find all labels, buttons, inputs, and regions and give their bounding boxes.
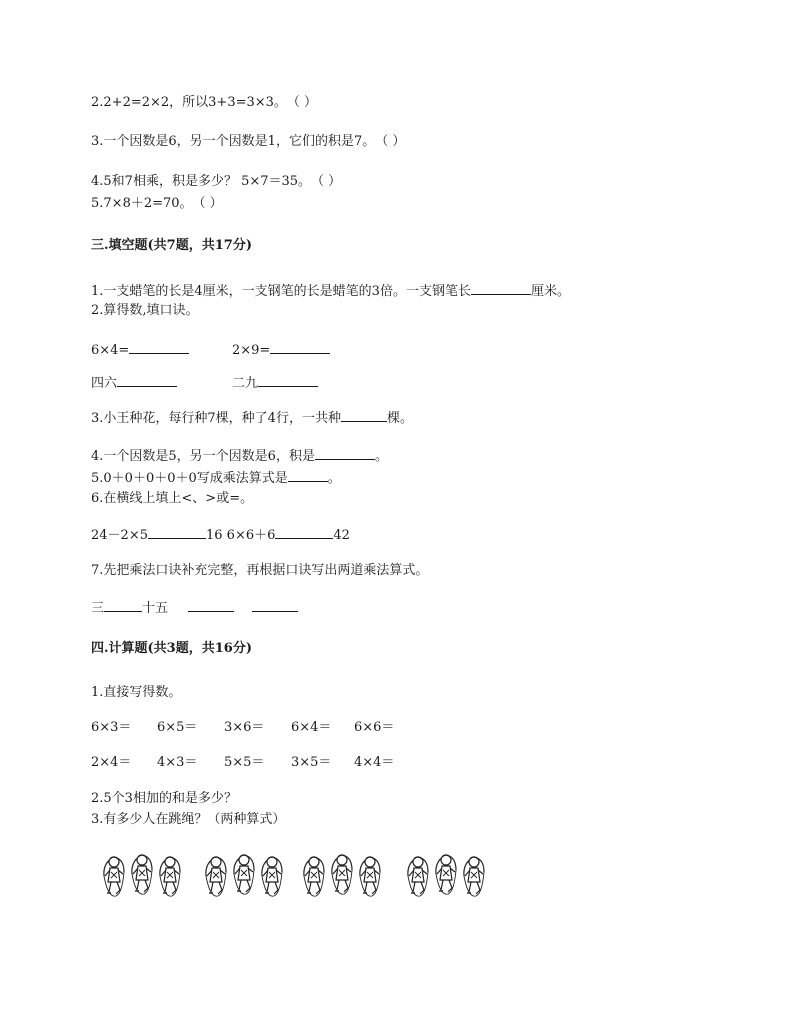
jump-rope-illustration: [100, 848, 490, 900]
answer-blank[interactable]: [270, 340, 330, 354]
jump-rope-child-icon: [104, 857, 124, 896]
calc-cell: 3×6＝: [224, 720, 265, 735]
jump-rope-child-icon: [360, 857, 380, 896]
compare-row: [91, 525, 350, 545]
fill-question-4-text: 4.一个因数是5，另一个因数是6，积是: [91, 449, 315, 464]
calc-cell: 5×5＝: [224, 755, 265, 770]
calc-question-3: 3.有多少人在跳绳？（两种算式）: [91, 812, 286, 827]
jumper-group-2: [206, 855, 282, 896]
jump-rope-child-icon: [132, 855, 152, 894]
compare-right-value: 42: [333, 528, 350, 543]
rhyme-item-er-jiu: [232, 373, 318, 393]
answer-blank[interactable]: [117, 373, 177, 387]
fill-question-6: 6.在横线上填上<、>或=。: [91, 491, 254, 506]
fill-question-2: 2.算得数,填口诀。: [91, 303, 199, 318]
fill-question-7: 7.先把乘法口诀补充完整，再根据口诀写出两道乘法算式。: [91, 563, 429, 578]
fill-question-3-text: 3.小王种花，每行种7棵，种了4行，一共种: [91, 411, 341, 426]
jumper-group-4: [408, 855, 484, 896]
judgement-question-2: 2.2+2=2×2，所以3+3=3×3。 （ ）: [91, 95, 318, 110]
fill-question-5: [91, 468, 341, 488]
jump-rope-child-icon: [332, 855, 352, 894]
calc-item-6x4: [91, 340, 189, 360]
answer-blank[interactable]: [315, 446, 375, 460]
fill-question-4-end: 。: [374, 449, 388, 464]
rhyme-label: 四六: [91, 376, 118, 391]
jumper-group-3: [304, 855, 380, 896]
rhyme-label: 二九: [232, 376, 259, 391]
jump-rope-child-icon: [464, 857, 484, 896]
calc-item-2x9: [232, 340, 330, 360]
answer-blank[interactable]: [341, 408, 387, 422]
fill-question-4: [91, 446, 388, 466]
answer-blank[interactable]: [275, 525, 333, 539]
rhyme-product: 十五: [142, 601, 169, 616]
rhyme-item-si-liu: [91, 373, 177, 393]
compare-left-expression: 24－2×5: [91, 528, 148, 543]
fill-question-1: [91, 281, 570, 301]
calc-cell: 6×3＝: [91, 720, 132, 735]
judgement-question-4: 4.5和7相乘，积是多少？ 5×7＝35。 （ ）: [91, 174, 342, 189]
section-3-heading: 三.填空题(共7题，共17分): [91, 238, 252, 253]
answer-blank[interactable]: [288, 468, 328, 482]
calc-cell: 6×5＝: [157, 720, 198, 735]
fill-question-5-end: 。: [327, 471, 341, 486]
jump-rope-child-icon: [206, 857, 226, 896]
answer-blank[interactable]: [148, 525, 206, 539]
fill-question-1-unit: 厘米。: [530, 284, 570, 299]
answer-blank[interactable]: [471, 281, 531, 295]
calc-cell: 3×5＝: [291, 755, 332, 770]
calc-question-1: 1.直接写得数。: [91, 685, 182, 700]
judgement-question-3: 3.一个因数是6，另一个因数是1，它们的积是7。 （ ）: [91, 134, 406, 149]
calc-cell: 4×3＝: [157, 755, 198, 770]
answer-blank[interactable]: [188, 598, 234, 612]
jump-rope-child-icon: [436, 855, 456, 894]
answer-blank[interactable]: [104, 598, 142, 612]
fill-question-5-text: 5.0＋0＋0＋0＋0写成乘法算式是: [91, 471, 288, 486]
calc-cell: 2×4＝: [91, 755, 132, 770]
rhyme-completion-row: [91, 598, 298, 618]
calc-cell: 4×4＝: [354, 755, 395, 770]
fill-question-3: [91, 408, 413, 428]
calc-cell: 6×6＝: [354, 720, 395, 735]
jump-rope-child-icon: [304, 857, 324, 896]
calc-question-2: 2.5个3相加的和是多少？: [91, 791, 237, 806]
calc-cell: 6×4＝: [291, 720, 332, 735]
answer-blank[interactable]: [258, 373, 318, 387]
jump-rope-child-icon: [262, 857, 282, 896]
section-4-heading: 四.计算题(共3题，共16分): [91, 641, 252, 656]
calc-label: 6×4=: [91, 343, 130, 358]
fill-question-1-text: 1.一支蜡笔的长是4厘米，一支钢笔的长是蜡笔的3倍。一支钢笔长: [91, 284, 471, 299]
compare-right-value: 16: [205, 528, 223, 543]
rhyme-start: 三: [91, 601, 105, 616]
answer-blank[interactable]: [129, 340, 189, 354]
fill-question-3-unit: 棵。: [386, 411, 413, 426]
answer-blank[interactable]: [252, 598, 298, 612]
jump-rope-child-icon: [160, 857, 180, 896]
jump-rope-child-icon: [234, 855, 254, 894]
compare-left-expression: 6×6＋6: [226, 528, 276, 543]
jump-rope-child-icon: [408, 857, 428, 896]
jumper-group-1: [104, 855, 180, 896]
calc-label: 2×9=: [232, 343, 271, 358]
judgement-question-5: 5.7×8＋2=70。 （ ）: [91, 196, 223, 211]
